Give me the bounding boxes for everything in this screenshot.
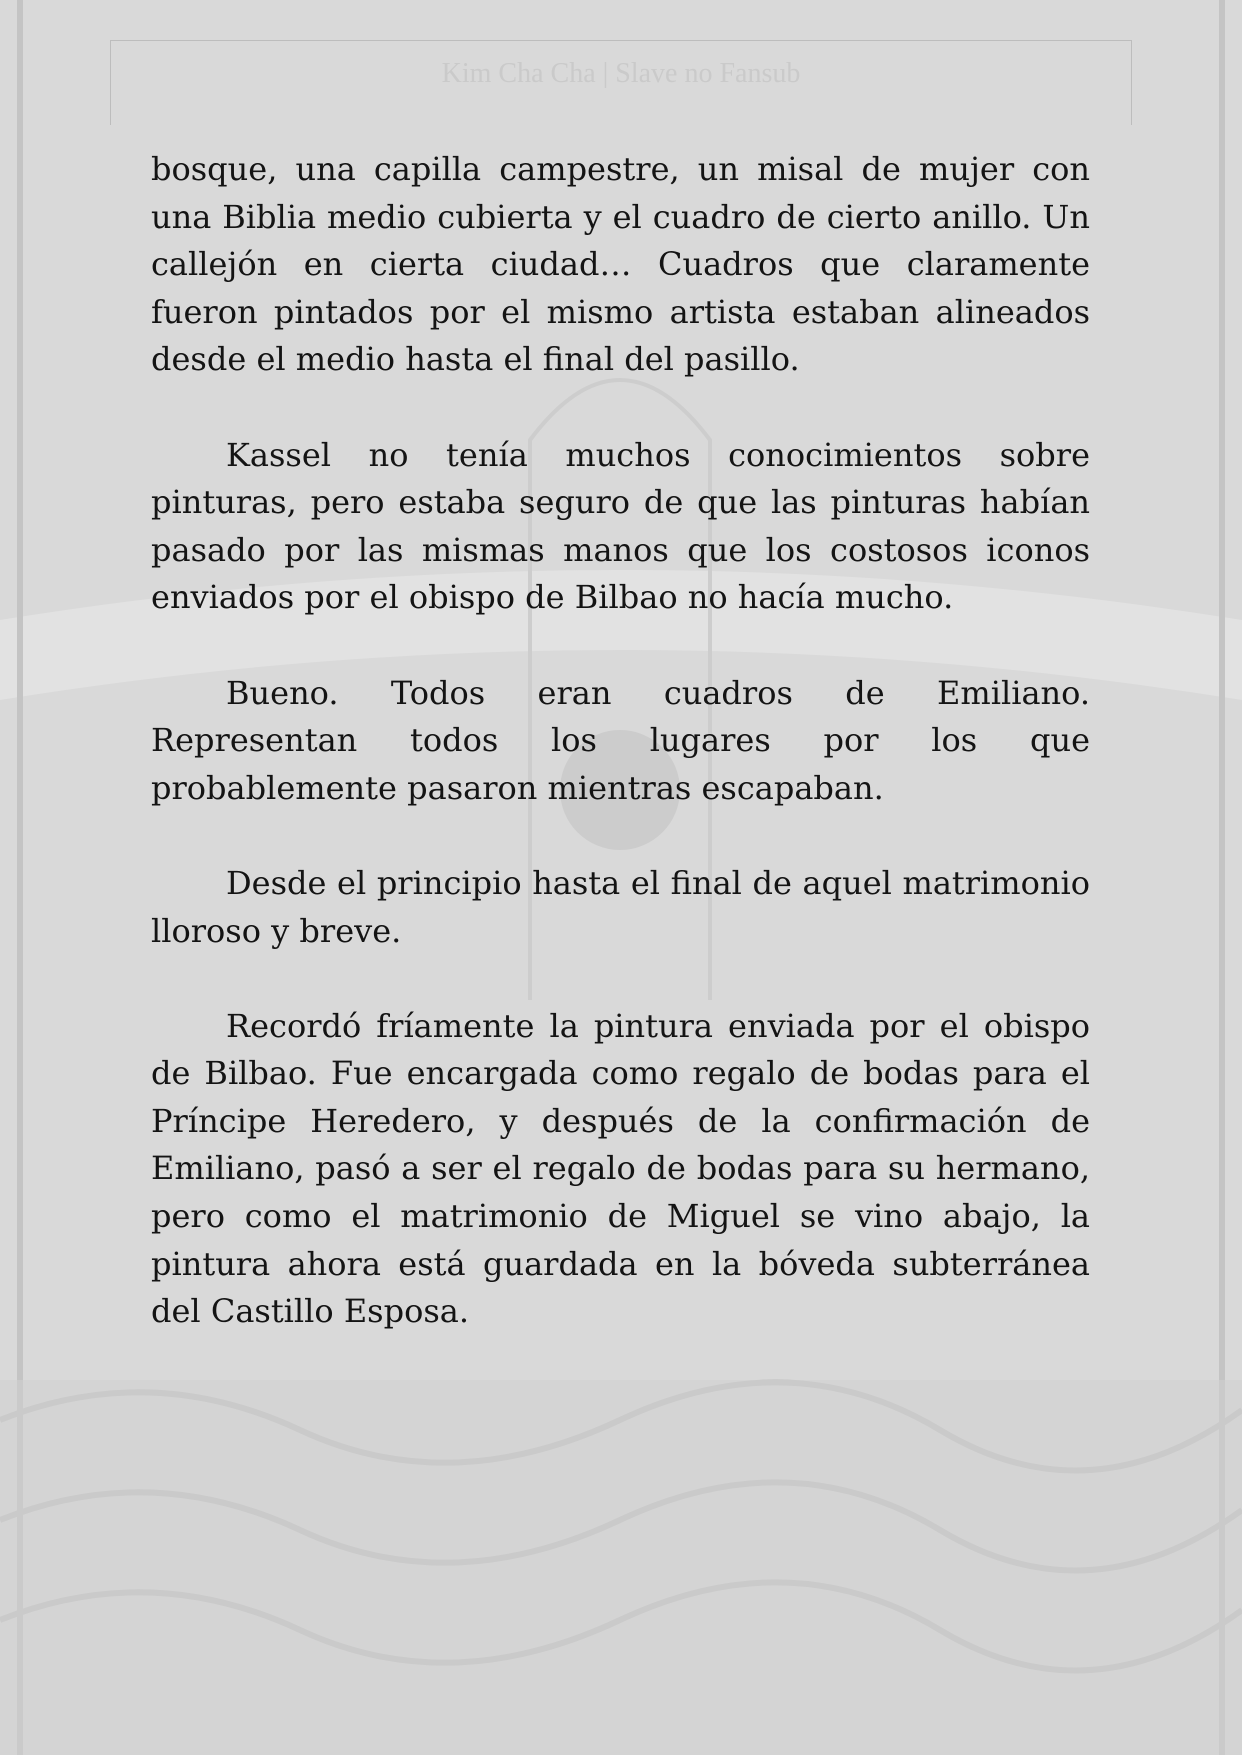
paragraph: Desde el principio hasta el final de aquel matrimonio lloroso y breve. — [151, 863, 1090, 950]
paragraph: Bueno. Todos eran cuadros de Emiliano. Representan todos los lugares por los que probablemente pasaron mientras escapaban. — [151, 673, 1090, 807]
paragraph: Kassel no tenía muchos conocimientos sobre pinturas, pero estaba seguro de que las pinturas habían pasado por las mismas manos que los costosos iconos enviados por el obispo de Bilbao no hacía mucho. — [151, 435, 1090, 617]
paragraph: bosque, una capilla campestre, un misal de mujer con una Biblia medio cubierta y el cuadro de cierto anillo. Un callejón en cierta ciudad… Cuadros que claramente fueron pintados por el mismo artista estaban alineados desde el medio hasta el final del pasillo. — [151, 150, 1090, 379]
header-watermark: Kim Cha Cha | Slave no Fansub — [441, 58, 801, 89]
paragraph: Recordó fríamente la pintura enviada por el obispo de Bilbao. Fue encargada como regalo de bodas para el Príncipe Heredero, y después de la confirmación de Emiliano, pasó a ser el regalo de bodas para su hermano, pero como el matrimonio de Miguel se vino abajo, la pintura ahora está guardada en la bóveda subterránea del Castillo Esposa. — [151, 1006, 1090, 1331]
body-text — [151, 146, 1090, 1383]
